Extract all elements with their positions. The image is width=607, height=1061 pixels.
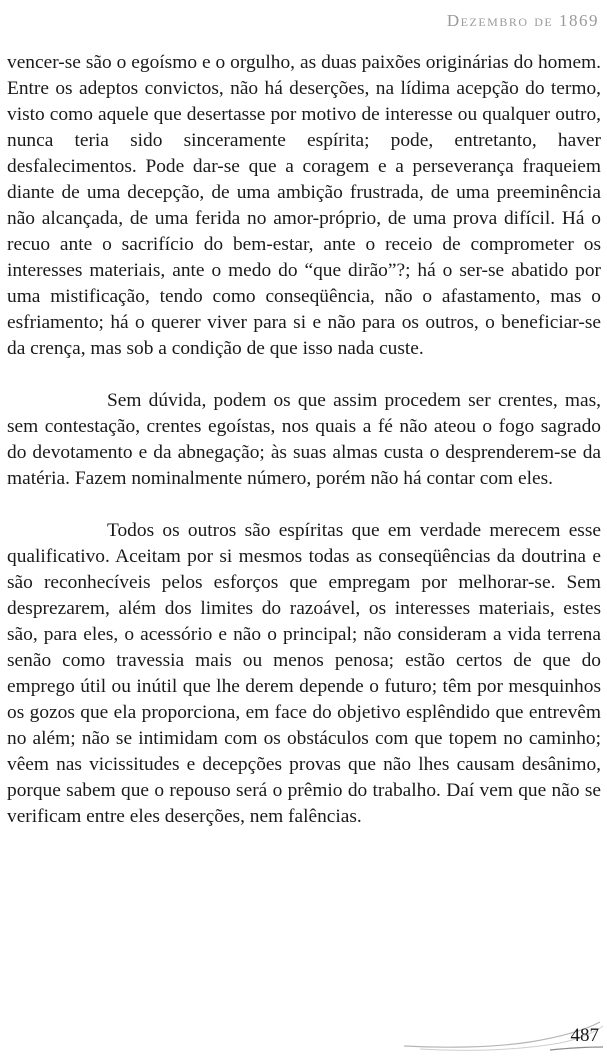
paragraph-3: Todos os outros são espíritas que em verdade merecem esse qualificativo. Aceitam por si mesmos todas as conseqüências da doutrina e são reconhecíveis pelos esforços que empregam por melhorar-se. Sem desprezarem, além dos limites do razoável, os interesses materiais, estes são, para eles, o acessório e não o principal; não consideram a vida terrena senão como travessia mais ou menos penosa; estão certos de que do emprego útil ou inútil que lhe derem depende o futuro; têm por mesquinhos os gozos que ela proporciona, em face do objetivo esplêndido que entrevêm no além; não se intimidam com os obstáculos com que topem no caminho; vêem nas vicissitudes e decepções provas que não lhes causam desânimo, porque sabem que o repouso será o prêmio do trabalho. Daí vem que não se verificam entre eles deserções, nem falências. bbox=[7, 520, 601, 827]
page-footer bbox=[400, 1018, 605, 1058]
paragraph-2: Sem dúvida, podem os que assim procedem ser crentes, mas, sem contestação, crentes egoístas, nos quais a fé não ateou o fogo sagrado do devotamento e da abnegação; às suas almas custa o desprenderem-se da matéria. Fazem nominalmente número, porém não há contar com eles. bbox=[7, 390, 601, 489]
paragraph-1: vencer-se são o egoísmo e o orgulho, as duas paixões originárias do homem. Entre os adeptos convictos, não há deserções, na lídima acepção do termo, visto como aquele que desertasse por motivo de interesse ou qualquer outro, nunca teria sido sinceramente espírita; pode, entretanto, haver desfalecimentos. Pode dar-se que a coragem e a perseverança fraqueiem diante de uma decepção, de uma ambição frustrada, de uma preeminência não alcançada, de uma ferida no amor-próprio, de uma prova difícil. Há o recuo ante o sacrifício do bem-estar, ante o receio de comprometer os interesses materiais, ante o medo do “que dirão”?; há o ser-se abatido por uma mistificação, tendo como conseqüência, não o afastamento, mas o esfriamento; há o querer viver para si e não para os outros, o beneficiar-se da crença, mas sob a condição de que isso nada custe. bbox=[7, 52, 601, 359]
page-number: 487 bbox=[570, 1025, 599, 1046]
body-text bbox=[7, 50, 601, 856]
running-header: Dezembro de 1869 bbox=[446, 11, 599, 30]
